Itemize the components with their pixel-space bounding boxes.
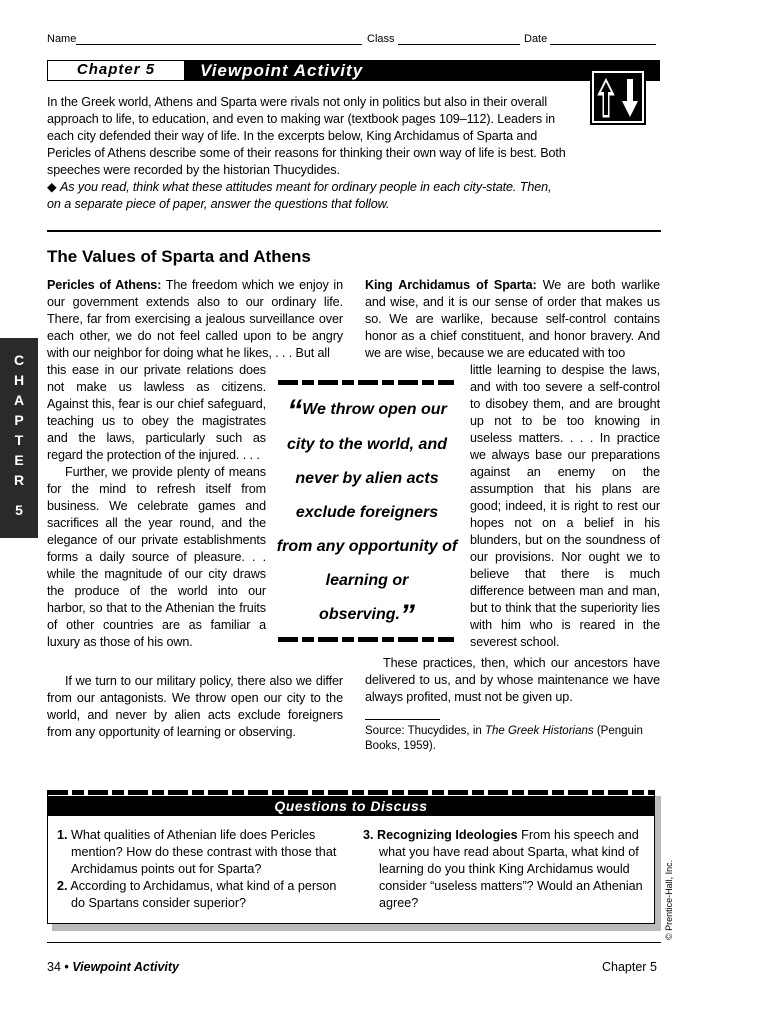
date-field xyxy=(524,33,656,45)
footer-rule xyxy=(47,942,661,943)
class-field xyxy=(367,33,520,45)
source-prefix: Source: Thucydides, in xyxy=(365,725,485,737)
quote-bottom-rule xyxy=(278,637,454,642)
name-blank xyxy=(76,33,362,45)
name-label: Name xyxy=(47,33,77,45)
diamond-icon: ◆ xyxy=(47,180,57,194)
side-tab-letter: T xyxy=(14,432,24,448)
question-3-text: From his speech and what you have read about Sparta, what kind of learning do you think King Archidamus would consider “useless matters”? Would an Athenian agree? xyxy=(379,828,643,910)
pericles-paragraph-1b: this ease in our private relations does not make us lawless as citizens. Against this, fear is our chief safeguard, teaching us to obey the magistrates and the laws, particularly such as regard the protection of the injured. . . . xyxy=(47,363,266,462)
quote-top-rule xyxy=(278,380,454,385)
questions-box xyxy=(47,790,655,924)
side-tab-letter: A xyxy=(13,392,25,408)
archidamus-paragraph-2: These practices, then, which our ancestors have delivered to us, and by whose maintenance we have always profited, must not be given up. xyxy=(365,656,660,704)
up-down-arrows-icon xyxy=(590,69,646,125)
close-quote-mark: ” xyxy=(399,599,415,632)
section-divider xyxy=(47,230,661,232)
pericles-speaker: Pericles of Athens: xyxy=(47,278,162,292)
archidamus-speaker: King Archidamus of Sparta: xyxy=(365,278,537,292)
date-blank xyxy=(550,33,656,45)
archidamus-excerpt-top xyxy=(365,277,660,362)
questions-right-column xyxy=(363,827,648,912)
questions-left-column xyxy=(57,827,342,912)
source-suffix: (Penguin Books, 1959). xyxy=(365,725,643,752)
copyright-notice: © Prentice-Hall, Inc. xyxy=(664,859,674,940)
archidamus-paragraph-1b: little learning to despise the laws, and with too severe a self-control to disobey them, and are brought up not to be too knowing in useless matters. . . . In practice we always base our preparations against an enemy on the assumption that his plans are good; indeed, it is right to rest our hopes not on a belief in his blunders, but on the soundness of our provisions. Nor ought we to believe that there is much difference between man and man, but to think that the superiority lies with him who is reared in the severest school. xyxy=(470,363,660,649)
footer-label: Viewpoint Activity xyxy=(72,960,179,974)
question-3 xyxy=(363,827,648,912)
question-2-number: 2. xyxy=(57,879,68,893)
activity-title: Viewpoint Activity xyxy=(200,61,364,80)
questions-top-rule xyxy=(48,790,654,795)
section-title: The Values of Sparta and Athens xyxy=(47,247,311,266)
side-tab-letter: C xyxy=(13,352,25,368)
side-tab-letter: H xyxy=(13,372,25,388)
archidamus-paragraph-1a: We are both warlike and wise, and it is our sense of order that makes us so. We are warlike, because self-control contains honor as a chief constituent, and honor bravery. And we are wise, because we are educated with too xyxy=(365,278,660,360)
pericles-excerpt-narrow xyxy=(47,362,266,651)
date-label: Date xyxy=(524,33,548,45)
question-3-number: 3. xyxy=(363,828,374,842)
side-tab-letter: R xyxy=(13,472,25,488)
side-tab-letter: E xyxy=(14,452,24,468)
chapter-side-tab xyxy=(0,338,38,538)
intro-paragraph xyxy=(47,94,567,213)
class-label: Class xyxy=(367,33,395,45)
source-rule xyxy=(365,719,440,720)
pull-quote-text: We throw open our city to the world, and never by alien acts exclude foreigners from any opportunity of learning or observing. xyxy=(276,401,458,623)
pericles-paragraph-2: Further, we provide plenty of means for the mind to refresh itself from business. We celebrate games and sacrifices all the year round, and the elegance of our private establishments forms a daily source of pleasure. . . while the magnitude of our city draws the produce of the world into our harbor, so that to the Athenian the fruits of other countries are as familiar a luxury as those of his own. xyxy=(47,465,266,649)
question-1 xyxy=(57,827,342,878)
footer-bullet: • xyxy=(64,960,69,974)
chapter-banner xyxy=(47,60,660,81)
question-1-number: 1. xyxy=(57,828,68,842)
question-2-text: According to Archidamus, what kind of a person do Spartans consider superior? xyxy=(70,879,337,910)
chapter-label: Chapter 5 xyxy=(48,61,184,80)
questions-title: Questions to Discuss xyxy=(48,796,654,816)
pull-quote xyxy=(276,393,458,633)
name-field xyxy=(47,33,362,45)
source-book: The Greek Historians xyxy=(484,725,594,737)
footer-chapter: Chapter 5 xyxy=(602,960,657,974)
pericles-paragraph-1a: The freedom which we enjoy in our government extends also to our ordinary life. There, far from exercising a jealous surveillance over each other, we do not feel called upon to be angry with our neighbor for doing what he likes, . . . But all xyxy=(47,278,344,360)
side-tab-number: 5 xyxy=(15,502,23,518)
question-1-text: What qualities of Athenian life does Pericles mention? How do these contrast with those that Archidamus points out for Sparta? xyxy=(71,828,337,876)
page-number: 34 xyxy=(47,960,61,974)
pericles-paragraph-3: If we turn to our military policy, there also we differ from our antagonists. We throw open our city to the world, and never by alien acts exclude foreigners from any opportunity of learning or observing. xyxy=(47,674,343,739)
footer-left xyxy=(47,960,179,974)
pericles-excerpt-top xyxy=(47,277,343,362)
class-blank xyxy=(398,33,520,45)
open-quote-mark: “ xyxy=(287,394,303,427)
intro-text: In the Greek world, Athens and Sparta were rivals not only in politics but also in their overall approach to life, to education, and even to making war (textbook pages 109–112). Leaders in each city defended their way of life. In the excerpts below, King Archidamus of Sparta and Pericles of Athens describe some of their reasons for thinking their own way of life is best. Both speeches were recorded by the historian Thucydides. xyxy=(47,95,566,177)
intro-instruction: As you read, think what these attitudes meant for ordinary people in each city-state. Then, on a separate piece of paper, answer the questions that follow. xyxy=(47,180,552,211)
question-2 xyxy=(57,878,342,912)
side-tab-letter: P xyxy=(14,412,24,428)
question-3-label: Recognizing Ideologies xyxy=(377,828,518,842)
source-citation xyxy=(365,724,661,754)
